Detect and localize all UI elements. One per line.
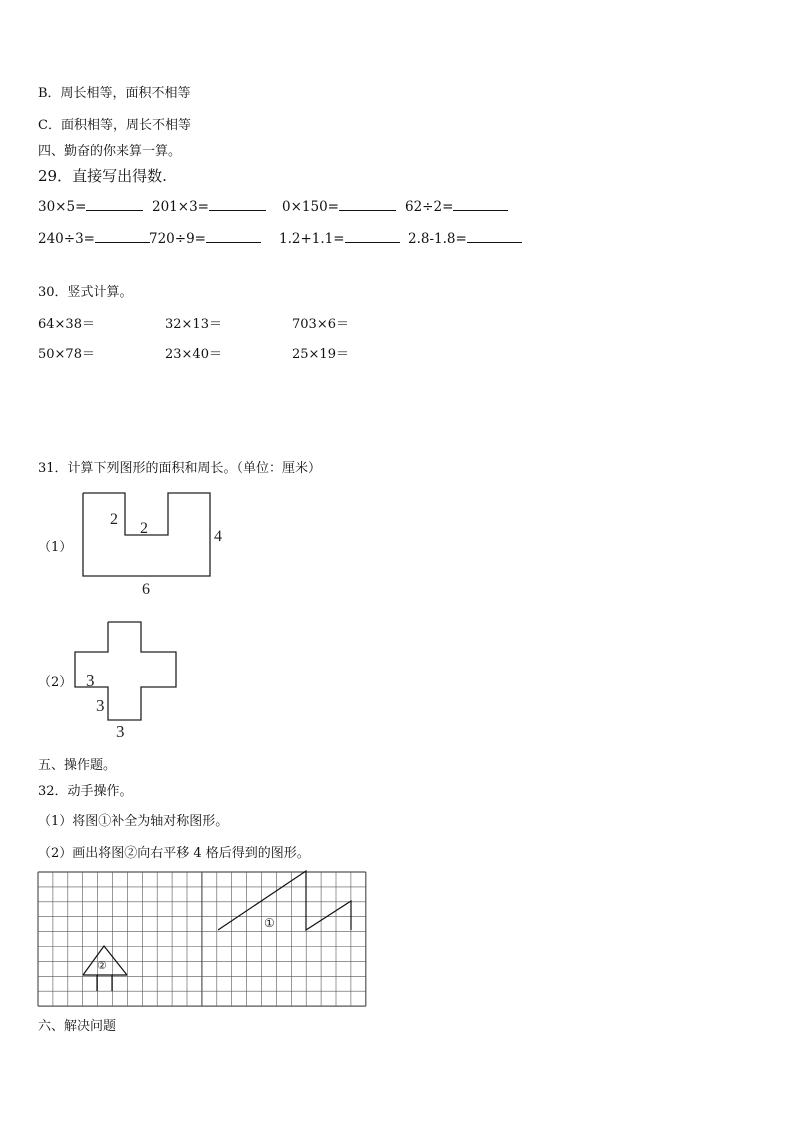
q29-item: 240÷3= [38, 230, 150, 247]
q29-item: 201×3= [152, 198, 266, 215]
drawing-grid[interactable] [36, 870, 370, 1008]
answer-blank[interactable] [209, 198, 266, 211]
q29-item: 1.2+1.1= [279, 230, 400, 247]
q32-title: 32．动手操作。 [38, 784, 133, 799]
q30-title: 30．竖式计算。 [38, 285, 133, 300]
answer-blank[interactable] [95, 230, 150, 243]
q29-item: 0×150= [282, 198, 396, 215]
figure-1-label: （1） [38, 540, 73, 555]
answer-blank[interactable] [467, 230, 522, 243]
answer-blank[interactable] [206, 230, 261, 243]
figure-1-partial [218, 871, 351, 930]
fig1-dim: 2 [140, 520, 148, 537]
figure-2-cross-shape [70, 615, 185, 740]
option-b: B．周长相等，面积不相等 [38, 86, 191, 101]
q32-task-1: （1）将图①补全为轴对称图形。 [38, 814, 229, 829]
q30-item: 703×6＝ [292, 317, 349, 332]
q29-item: 2.8-1.8= [408, 230, 522, 247]
q31-title: 31．计算下列图形的面积和周长。（单位：厘米） [38, 461, 322, 476]
option-c: C．面积相等，周长不相等 [38, 118, 191, 133]
fig1-dim: 6 [142, 581, 150, 598]
answer-blank[interactable] [86, 198, 143, 211]
figure-1-u-shape [70, 488, 240, 600]
figure-1-mark: ① [264, 916, 275, 930]
q30-item: 50×78＝ [38, 347, 95, 362]
fig1-dim: 2 [110, 511, 118, 528]
q32-task-2: （2）画出将图②向右平移 4 格后得到的图形。 [38, 846, 310, 861]
q30-item: 23×40＝ [165, 347, 222, 362]
figure-2-mark: ② [97, 960, 107, 972]
q30-item: 64×38＝ [38, 317, 95, 332]
q29-title: 29．直接写出得数. [38, 167, 167, 185]
answer-blank[interactable] [345, 230, 400, 243]
grid-lines [38, 872, 366, 1006]
fig1-dim: 4 [214, 528, 222, 545]
answer-blank[interactable] [339, 198, 396, 211]
section-5-title: 五、操作题。 [38, 758, 117, 773]
answer-blank[interactable] [453, 198, 508, 211]
q30-item: 25×19＝ [292, 347, 349, 362]
section-4-title: 四、勤奋的你来算一算。 [38, 144, 182, 159]
fig2-dim: 3 [86, 671, 95, 690]
figure-2-label: （2） [38, 675, 73, 690]
q30-item: 32×13＝ [165, 317, 222, 332]
q29-item: 720÷9= [149, 230, 261, 247]
section-6-title: 六、解决问题 [38, 1019, 117, 1034]
q29-item: 30×5= [38, 198, 143, 215]
fig2-dim: 3 [116, 722, 125, 740]
fig2-dim: 3 [96, 696, 105, 715]
q29-item: 62÷2= [405, 198, 508, 215]
